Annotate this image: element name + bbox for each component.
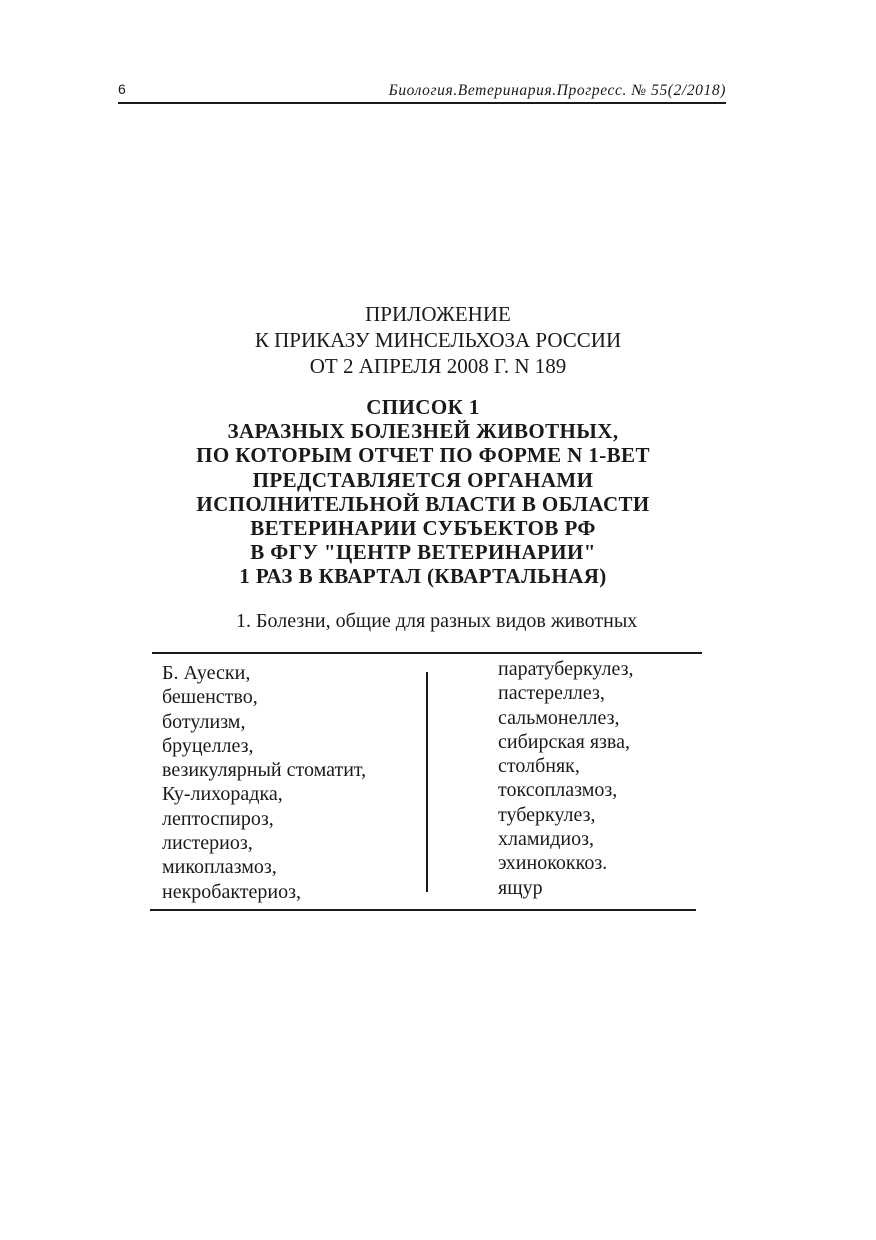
disease-item: лептоспироз, [162,807,274,830]
disease-item: сибирская язва, [498,730,630,753]
list-heading-line: 1 РАЗ В КВАРТАЛ (КВАРТАЛЬНАЯ) [239,564,607,589]
appendix-heading [0,301,876,379]
disease-item: сальмонеллез, [498,706,620,729]
disease-item: токсоплазмоз, [498,779,618,802]
disease-item: микоплазмоз, [162,856,277,879]
disease-list-right [498,657,634,900]
disease-item: листериоз, [162,832,253,855]
list-heading-line: ИСПОЛНИТЕЛЬНОЙ ВЛАСТИ В ОБЛАСТИ [196,491,650,516]
column-divider [426,672,428,892]
list-heading-line: В ФГУ "ЦЕНТР ВЕТЕРИНАРИИ" [250,540,596,565]
disease-item: пастереллез, [498,682,605,705]
list-heading-line: ВЕТЕРИНАРИИ СУБЪЕКТОВ РФ [250,516,596,541]
table-top-rule [152,652,702,654]
list-heading-line: СПИСОК 1 [366,395,480,419]
running-header [118,80,726,104]
disease-item: паратуберкулез, [498,658,634,680]
disease-item: столбняк, [498,755,580,778]
disease-item: бруцеллез, [162,734,254,757]
disease-item: ящур [498,876,543,899]
appendix-line: К ПРИКАЗУ МИНСЕЛЬХОЗА РОССИИ [254,328,622,352]
disease-item: туберкулез, [498,803,596,826]
disease-item: некробактериоз, [162,880,302,903]
table-bottom-rule [150,909,696,911]
list-heading [0,395,846,589]
page-number: 6 [118,81,126,97]
disease-item: хламидиоз, [498,828,594,851]
disease-item: Б. Ауески, [162,662,251,684]
disease-item: эхинококкоз. [498,852,608,875]
disease-item: ботулизм, [162,710,246,733]
disease-item: везикулярный стоматит, [162,759,367,782]
journal-title: Биология.Ветеринария.Прогресс. № 55(2/2018) [388,82,726,99]
disease-item: бешенство, [162,686,258,709]
appendix-line: ОТ 2 АПРЕЛЯ 2008 Г. N 189 [309,354,567,378]
list-heading-line: ЗАРАЗНЫХ БОЛЕЗНЕЙ ЖИВОТНЫХ, [227,419,619,444]
appendix-line: ПРИЛОЖЕНИЕ [365,302,511,326]
list-heading-line: ПРЕДСТАВЛЯЕТСЯ ОРГАНАМИ [252,467,594,492]
section-title: 1. Болезни, общие для разных видов животных [236,610,638,632]
list-heading-line: ПО КОТОРЫМ ОТЧЕТ ПО ФОРМЕ N 1-ВЕТ [196,443,650,468]
disease-list-left [162,661,366,904]
disease-item: Ку-лихорадка, [162,783,283,806]
